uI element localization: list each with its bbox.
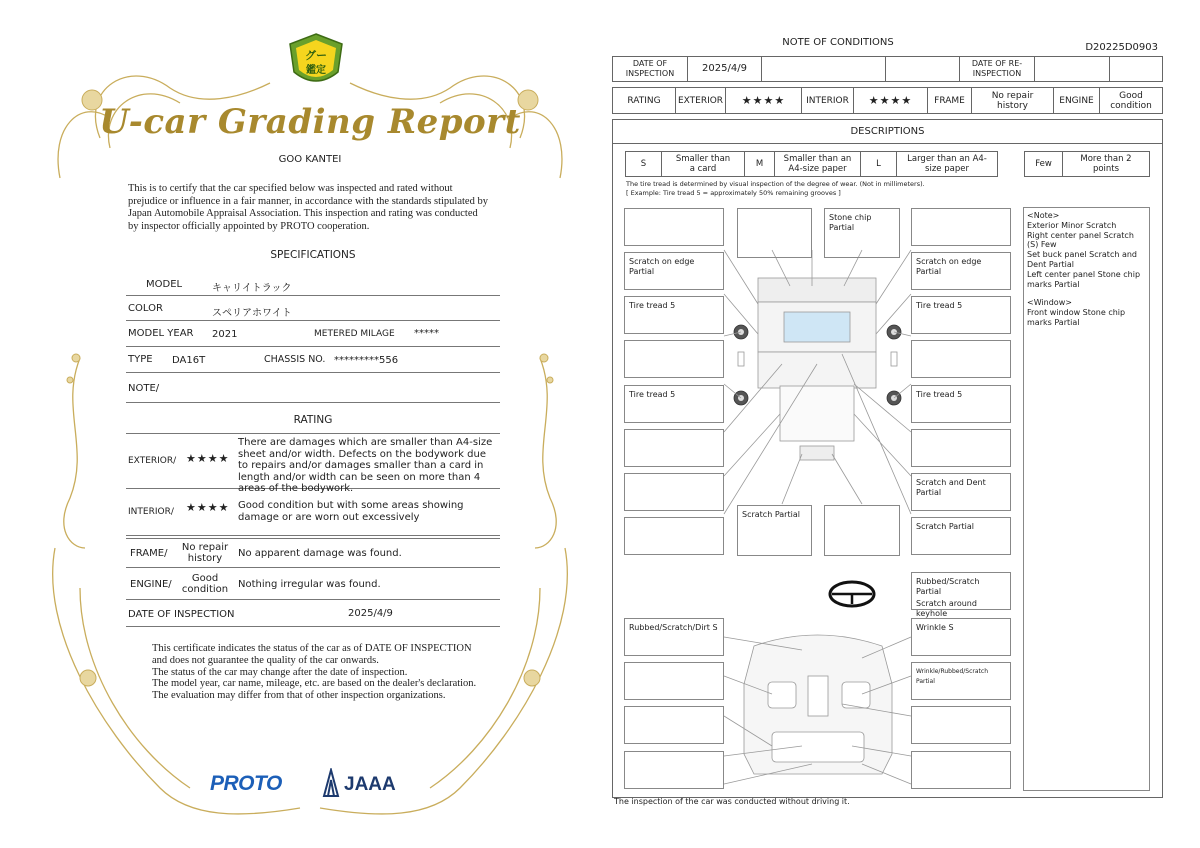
type-value: DA16T <box>172 355 206 366</box>
tire-note-line: The tire tread is determined by visual inspection of the degree of wear. (Not in millimeters). <box>626 180 925 188</box>
date-label: DATE OF INSPECTION <box>613 57 688 81</box>
goo-kantei-badge-icon <box>288 32 344 92</box>
legend-few: Few <box>1025 152 1063 176</box>
damage-box: Tire tread 5 <box>911 296 1011 334</box>
damage-box: Stone chip Partial <box>824 208 900 258</box>
empty-cell <box>886 57 960 81</box>
frame-value: No repair history <box>972 88 1054 113</box>
damage-box <box>824 505 900 556</box>
chassis-label: CHASSIS NO. <box>264 354 326 365</box>
exterior-label: EXTERIOR <box>676 88 726 113</box>
damage-box <box>911 429 1011 467</box>
legend-s: S <box>626 152 662 176</box>
mileage-value: ***** <box>414 328 439 339</box>
legend-m: M <box>745 152 775 176</box>
damage-box: Scratch on edge Partial <box>624 252 724 290</box>
legend-l: L <box>861 152 897 176</box>
damage-box: Tire tread 5 <box>624 385 724 423</box>
damage-label: Scratch around keyhole <box>916 599 977 618</box>
damage-box: Scratch Partial <box>737 505 812 556</box>
window-note-text: <Window> Front window Stone chip marks Partial <box>1027 298 1126 327</box>
legend-s-desc: Smaller than a card <box>662 152 745 176</box>
exterior-stars: ★★★★ <box>186 452 230 465</box>
note-box <box>1023 207 1150 791</box>
rating-heading: RATING <box>293 414 333 426</box>
certificate-subtitle: GOO KANTEI <box>278 154 342 165</box>
footer-line: This certificate indicates the status of the car as of DATE OF INSPECTION and does not guarantee the quality of the car onwards. <box>152 643 472 666</box>
model-value: キャリイトラック <box>212 283 292 294</box>
damage-box <box>624 662 724 700</box>
mileage-label: METERED MILAGE <box>314 329 395 339</box>
specifications-heading: SPECIFICATIONS <box>270 249 356 261</box>
date-value: 2025/4/9 <box>688 57 762 81</box>
descriptions-heading: DESCRIPTIONS <box>612 119 1163 144</box>
damage-box: Tire tread 5 <box>624 296 724 334</box>
exterior-label: EXTERIOR/ <box>128 456 177 466</box>
interior-stars: ★★★★ <box>186 501 230 514</box>
note-of-conditions <box>612 34 1164 814</box>
damage-box <box>911 340 1011 378</box>
proto-logo: PROTO <box>210 772 282 795</box>
engine-label: ENGINE <box>1054 88 1100 113</box>
legend-l-desc: Larger than an A4-size paper <box>907 154 987 174</box>
engine-value: Good condition <box>1110 90 1152 111</box>
jaaa-logo: JAAA <box>344 774 396 795</box>
damage-box: Scratch and Dent Partial <box>911 473 1011 511</box>
color-row <box>126 296 500 321</box>
exterior-description: There are damages which are smaller than A4-size sheet and/or width. Defects on the bodywork due to repairs and/or damages smaller than a card in length and/or width can be seen on more than 4 areas of the bodywork. <box>238 437 493 494</box>
certificate-title: U-car Grading Report <box>99 102 521 142</box>
interior-description: Good condition but with some areas showing damage or are worn out excessively <box>238 500 464 523</box>
frame-value: No repair history <box>181 542 229 564</box>
exterior-stars: ★★★★ <box>726 88 802 113</box>
empty-cell <box>1110 57 1162 81</box>
damage-box: Scratch Partial <box>911 517 1011 555</box>
chassis-value: *********556 <box>334 355 399 366</box>
model-year-value: 2021 <box>212 329 238 340</box>
damage-box: Scratch on edge Partial <box>911 252 1011 290</box>
damage-box <box>624 340 724 378</box>
empty-cell <box>762 57 886 81</box>
reinspection-label: DATE OF RE-INSPECTION <box>960 57 1035 81</box>
few-legend <box>1024 151 1150 177</box>
damage-box <box>624 517 724 555</box>
color-label: COLOR <box>128 303 163 314</box>
grading-certificate <box>40 28 580 828</box>
rating-label: RATING <box>613 88 676 113</box>
interior-label: INTERIOR/ <box>128 507 174 517</box>
damage-box <box>624 751 724 789</box>
logos <box>210 768 410 798</box>
report-id: D20225D0903 <box>1085 42 1158 53</box>
certificate-intro: This is to certify that the car specified below was inspected and rated without prejudice or influence in a fair manner, in accordance with the standards stipulated by Japan Automobile Appraisal Association. This inspection and rating was conducted by inspector officially appointed by PROTO cooperation. <box>128 183 488 232</box>
type-row <box>126 347 500 373</box>
date-value: 2025/4/9 <box>348 608 393 619</box>
model-year-label: MODEL YEAR <box>128 328 194 339</box>
damage-box <box>911 572 1011 618</box>
jaaa-mark-icon <box>320 768 342 798</box>
damage-box <box>624 429 724 467</box>
svg-text:グー: グー <box>305 49 327 62</box>
svg-text:鑑定: 鑑定 <box>306 65 326 76</box>
damage-box: Wrinkle/Rubbed/Scratch Partial <box>911 662 1011 700</box>
type-label: TYPE <box>128 354 153 365</box>
damage-box <box>737 208 812 258</box>
color-value: スペリアホワイト <box>212 308 292 319</box>
engine-row <box>126 569 500 600</box>
damage-box <box>911 706 1011 744</box>
engine-description: Nothing irregular was found. <box>238 579 381 590</box>
interior-rating-row <box>126 491 500 536</box>
size-legend <box>625 151 998 177</box>
reinspection-value <box>1035 57 1110 81</box>
date-label: DATE OF INSPECTION <box>128 609 235 620</box>
gold-ornament-border <box>40 28 580 828</box>
rating-table <box>612 87 1163 114</box>
tire-note-line: [ Example: Tire tread 5 = approximately 50% remaining grooves ] <box>626 189 841 197</box>
frame-label: FRAME/ <box>130 548 168 559</box>
damage-box: Rubbed/Scratch/Dirt S <box>624 618 724 656</box>
legend-few-desc: More than 2 points <box>1080 154 1132 174</box>
exterior-rating-row <box>126 433 500 494</box>
date-row <box>126 600 500 627</box>
footer-line: The status of the car may change after the date of inspection. <box>152 666 408 678</box>
footer-line: The model year, car name, mileage, etc. are based on the dealer's declaration. <box>152 678 477 690</box>
legend-m-desc: Smaller than an A4-size paper <box>775 152 861 176</box>
frame-label: FRAME <box>928 88 972 113</box>
note-row <box>126 373 500 403</box>
damage-box <box>624 208 724 246</box>
model-row <box>126 271 500 296</box>
note-text: <Note> Exterior Minor Scratch Right center panel Scratch (S) Few Set buck panel Scratch and Dent Partial Left center panel Stone chip marks Partial <box>1027 211 1141 289</box>
note-label: NOTE/ <box>128 383 160 394</box>
model-label: MODEL <box>146 279 183 290</box>
model-year-row <box>126 321 500 347</box>
damage-box: Tire tread 5 <box>911 385 1011 423</box>
interior-label: INTERIOR <box>802 88 854 113</box>
tire-tread-note <box>626 180 925 198</box>
damage-label: Rubbed/Scratch Partial <box>916 577 980 596</box>
note-title: NOTE OF CONDITIONS <box>782 37 894 48</box>
damage-box <box>624 706 724 744</box>
engine-label: ENGINE/ <box>130 579 172 590</box>
date-table <box>612 56 1163 82</box>
note-footer: The inspection of the car was conducted without driving it. <box>614 797 850 806</box>
frame-row <box>126 538 500 568</box>
damage-box <box>624 473 724 511</box>
damage-box <box>911 751 1011 789</box>
damage-box <box>911 208 1011 246</box>
footer-line: The evaluation may differ from that of other inspection organizations. <box>152 690 446 702</box>
damage-box: Wrinkle S <box>911 618 1011 656</box>
certificate-footer <box>152 643 482 702</box>
frame-description: No apparent damage was found. <box>238 548 402 559</box>
engine-value: Good condition <box>181 573 229 595</box>
interior-stars: ★★★★ <box>854 88 928 113</box>
